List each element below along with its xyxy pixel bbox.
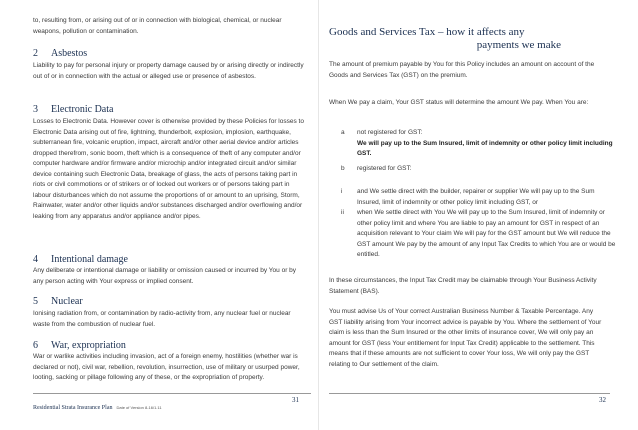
section-heading-electronic-data <box>33 104 113 115</box>
section-text-war: War or warlike activities including invasion, act of a foreign enemy, hostilities (whether war is declared or not), civil war, rebellion, revolution, insurrection, use of military or usurped power, looting, sacking or pillage following any of these, or the expropriation of property. <box>33 353 300 381</box>
section-heading-war <box>33 340 126 351</box>
list-item-text: not registered for GST: <box>357 129 423 136</box>
page-number: 31 <box>292 396 299 404</box>
list-item-i <box>341 187 611 209</box>
list-item-text: registered for GST: <box>357 165 412 172</box>
intro-text: to, resulting from, or arising out of or in connection with biological, chemical, or nuclear weapons, pollution or contamination. <box>33 17 282 35</box>
list-marker: ii <box>341 209 344 216</box>
section-number: 5 <box>33 296 38 307</box>
footer-title: Residential Strata Insurance Plan <box>33 405 113 411</box>
list-item-text: when We settle direct with You We will pay up to the Sum Insured, limit of indemnity or other policy limit and where You are liable to pay an amount for GST in respect of an acquisition relevant to Your claim We will pay for the GST amount but We will reduce the GST amount We pay by the amount of any Input Tax Credits to which You are or would be entitled. <box>357 209 616 258</box>
abn-paragraph: You must advise Us of Your correct Australian Business Number & Taxable Percentage. Any GST liability arising from Your incorrect advice is payable by You. Where the settlement of Your claim is less than the Sum Insured or the other limits of insurance cover, We will only pay an amount for GST (less Your entitlement for Input Tax Credit) applicable to the settlement. This means that if these amounts are not sufficient to cover Your loss, We will only pay the GST relating to Our settlement of the claim. <box>329 308 602 368</box>
section-title: Intentional damage <box>51 254 128 265</box>
footer-version: Date of Version 8-16/1.11 <box>116 405 162 410</box>
list-marker: b <box>341 165 345 172</box>
list-item-text: and We settle direct with the builder, repairer or supplier We will pay up to the Sum Insured, limit of indemnity or other policy limit including GST, or <box>357 188 595 206</box>
title-line-2: payments we make <box>476 39 561 51</box>
page-number: 32 <box>599 396 606 404</box>
page-title <box>329 26 611 52</box>
section-number: 4 <box>33 254 38 265</box>
section-number: 6 <box>33 340 38 351</box>
section-number: 3 <box>33 104 38 115</box>
list-marker: a <box>341 129 345 136</box>
section-text-electronic-data: Losses to Electronic Data. However cover is otherwise provided by these Policies for losses to Electronic Data arising out of fire, lightning, thunderbolt, explosion, implosion, earthquake, subterranean fire, volcanic eruption, impact, aircraft and/or other aerial device and/or articles dropped therefrom, sonic boom, theft which is a consequence of theft of any computer and/or computer hardware and/or firmware and/or microchip and/or integrated circuit and/or similar device containing such Electronic Data, breakage of glass, the acts of persons taking part in riots or civil commotions or of strikers or of locked out workers or of persons taking part in labour disturbances which do not assume the proportions of or amount to an uprising, Storm, Rainwater, water and/or other liquids and/or substances discharged and/or overflowing and/or leaking from any apparatus and/or appliance and/or pipes. <box>33 118 304 220</box>
section-heading-intentional-damage <box>33 254 128 265</box>
list-item-ii <box>341 208 616 263</box>
section-heading-asbestos <box>33 48 87 59</box>
list-marker: i <box>341 188 343 195</box>
page-divider <box>318 0 319 430</box>
section-title: Nuclear <box>51 296 83 307</box>
section-number: 2 <box>33 48 38 59</box>
section-heading-nuclear <box>33 296 83 307</box>
gst-status-paragraph: When We pay a claim, Your GST status will determine the amount We pay. When You are: <box>329 99 589 106</box>
title-line-1: Goods and Services Tax – how it affects any <box>329 26 525 38</box>
bas-paragraph: In these circumstances, the Input Tax Credit may be claimable through Your Business Activity Statement (BAS). <box>329 277 597 295</box>
right-footer <box>329 393 610 404</box>
section-title: War, expropriation <box>51 340 126 351</box>
section-text-intentional-damage: Any deliberate or intentional damage or liability or omission caused or incurred by You or by any person acting with Your express or implied consent. <box>33 267 297 285</box>
gst-premium-paragraph: The amount of premium payable by You for this Policy includes an amount on account of the Goods and Services Tax (GST) on the premium. <box>329 61 595 79</box>
section-text-nuclear: Ionising radiation from, or contamination by radio-activity from, any nuclear fuel or nuclear waste from the combustion of nuclear fuel. <box>33 310 291 328</box>
list-item-b <box>341 164 611 175</box>
section-title: Electronic Data <box>51 104 114 115</box>
list-item-bold-text: We will pay up to the Sum Insured, limit of indemnity or other policy limit including GST. <box>357 139 613 157</box>
section-title: Asbestos <box>51 48 88 59</box>
left-footer <box>33 393 311 414</box>
section-text-asbestos: Liability to pay for personal injury or property damage caused by or arising directly or indirectly out of or in connection with the actual or alleged use or presence of asbestos. <box>33 62 304 80</box>
list-item-a <box>341 128 611 160</box>
